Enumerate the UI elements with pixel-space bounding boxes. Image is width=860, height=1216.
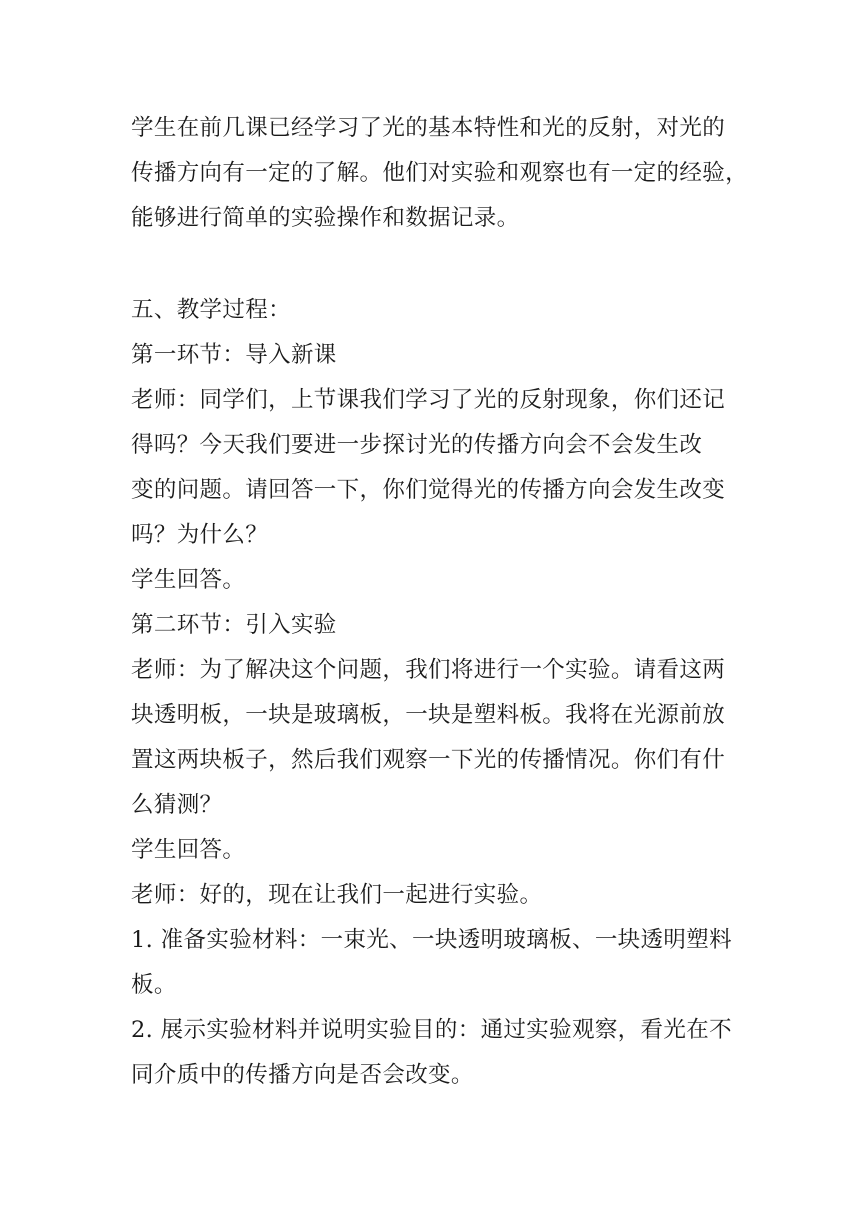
step2-teacher-line-3: 置这两块板子，然后我们观察一下光的传播情况。你们有什 — [131, 747, 726, 773]
document-page — [131, 106, 748, 1098]
list-item-1-line-2: 板。 — [131, 972, 177, 998]
section-heading: 五、教学过程： — [131, 297, 291, 323]
list-item-2-line-2: 同介质中的传播方向是否会改变。 — [131, 1062, 474, 1088]
step2-teacher-line-1: 老师：为了解决这个问题，我们将进行一个实验。请看这两 — [131, 657, 726, 683]
list-item-1-line-1: 1. 准备实验材料：一束光、一块透明玻璃板、一块透明塑料 — [131, 927, 732, 953]
step2-teacher-line-2: 块透明板，一块是玻璃板，一块是塑料板。我将在光源前放 — [131, 702, 726, 728]
intro-line-2: 传播方向有一定的了解。他们对实验和观察也有一定的经验， — [131, 160, 748, 186]
paragraph-gap — [131, 241, 735, 288]
step2-teacher-line-4: 么猜测？ — [131, 792, 223, 818]
step1-teacher-line-3: 变的问题。请回答一下，你们觉得光的传播方向会发生改变 — [131, 477, 726, 503]
step1-teacher-line-1: 老师：同学们，上节课我们学习了光的反射现象，你们还记 — [131, 387, 726, 413]
intro-line-1: 学生在前几课已经学习了光的基本特性和光的反射，对光的 — [131, 115, 726, 141]
intro-line-3: 能够进行简单的实验操作和数据记录。 — [131, 205, 520, 231]
step1-heading: 第一环节：导入新课 — [131, 342, 337, 368]
step2-heading: 第二环节：引入实验 — [131, 612, 337, 638]
step1-teacher-line-2: 得吗？今天我们要进一步探讨光的传播方向会不会发生改 — [131, 432, 703, 458]
step1-student-reply: 学生回答。 — [131, 567, 246, 593]
list-item-2-line-1: 2. 展示实验材料并说明实验目的：通过实验观察，看光在不 — [131, 1017, 732, 1043]
step1-teacher-line-4: 吗？为什么？ — [131, 522, 269, 548]
step2-student-reply: 学生回答。 — [131, 837, 246, 863]
step2-teacher-followup: 老师：好的，现在让我们一起进行实验。 — [131, 882, 543, 908]
